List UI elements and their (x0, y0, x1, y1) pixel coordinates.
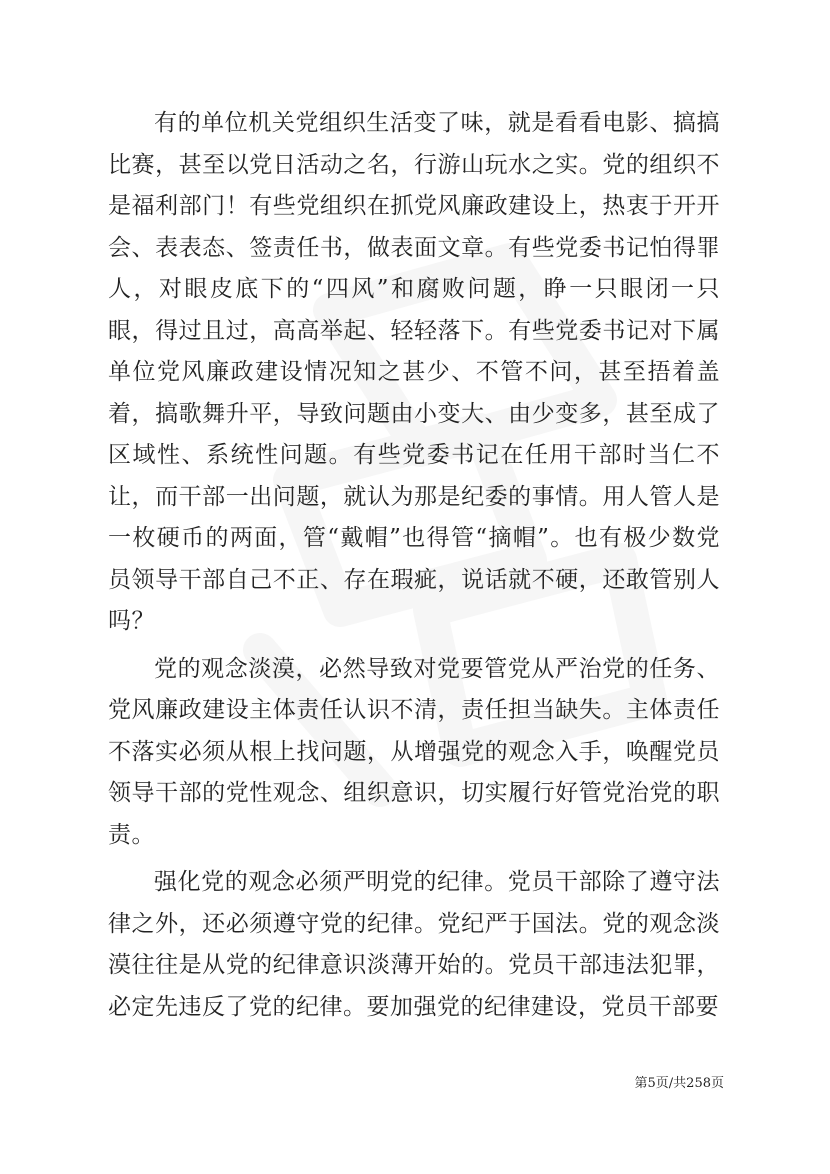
paragraph-3: 强化党的观念必须严明党的纪律。党员干部除了遵守法律之外，还必须遵守党的纪律。党纪严于国法。党的观念淡漠往往是从党的纪律意识淡薄开始的。党员干部违法犯罪，必定先违反了党的纪律。要加强党的纪律建设，党员干部要 (108, 869, 720, 1020)
body-text (108, 103, 720, 1028)
page-number: 第5页/共258页 (634, 1076, 724, 1091)
paragraph-2: 党的观念淡漠，必然导致对党要管党从严治党的任务、党风廉政建设主体责任认识不清，责任担当缺失。主体责任不落实必须从根上找问题，从增强党的观念入手，唤醒党员领导干部的党性观念、组织意识，切实履行好管党治党的职责。 (108, 655, 720, 848)
paragraph-1: 有的单位机关党组织生活变了味，就是看看电影、搞搞比赛，甚至以党日活动之名，行游山玩水之实。党的组织不是福利部门！有些党组织在抓党风廉政建设上，热衷于开开会、表表态、签责任书，做表面文章。有些党委书记怕得罪人，对眼皮底下的“四风”和腐败问题，睁一只眼闭一只眼，得过且过，高高举起、轻轻落下。有些党委书记对下属单位党风廉政建设情况知之甚少、不管不问，甚至捂着盖着，搞歌舞升平，导致问题由小变大、由少变多，甚至成了区域性、系统性问题。有些党委书记在任用干部时当仁不让，而干部一出问题，就认为那是纪委的事情。用人管人是一枚硬币的两面，管“戴帽”也得管“摘帽”。也有极少数党员领导干部自己不正、存在瑕疵，说话就不硬，还敢管别人吗？ (108, 110, 720, 634)
